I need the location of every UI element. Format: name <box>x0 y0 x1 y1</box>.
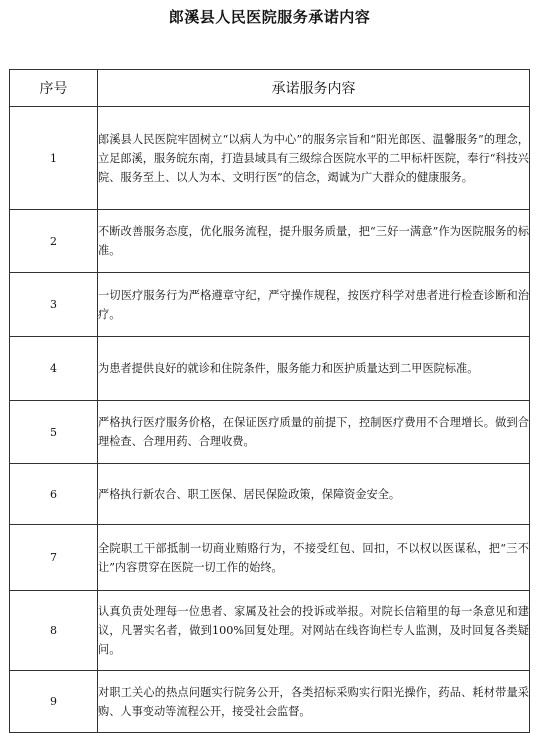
table-header-row <box>10 70 530 107</box>
commitment-table <box>9 69 530 733</box>
row-number: 5 <box>10 401 98 464</box>
table-row <box>10 210 530 273</box>
row-number: 3 <box>10 273 98 337</box>
table-row <box>10 525 530 591</box>
row-number: 6 <box>10 464 98 525</box>
row-content: 对职工关心的热点问题实行院务公开，各类招标采购实行阳光操作，药品、耗材带量采购、人事变动等流程公开，接受社会监督。 <box>98 671 530 733</box>
row-content: 为患者提供良好的就诊和住院条件，服务能力和医护质量达到二甲医院标准。 <box>98 337 530 401</box>
table-row <box>10 273 530 337</box>
table-row <box>10 401 530 464</box>
row-number: 8 <box>10 591 98 671</box>
row-content: 严格执行医疗服务价格，在保证医疗质量的前提下，控制医疗费用不合理增长。做到合理检查、合理用药、合理收费。 <box>98 401 530 464</box>
row-number: 4 <box>10 337 98 401</box>
row-content: 认真负责处理每一位患者、家属及社会的投诉或举报。对院长信箱里的每一条意见和建议，凡署实名者，做到100%回复处理。对网站在线咨询栏专人监测，及时回复各类疑问。 <box>98 591 530 671</box>
row-content: 不断改善服务态度，优化服务流程，提升服务质量，把“三好一满意”作为医院服务的标准。 <box>98 210 530 273</box>
row-number: 7 <box>10 525 98 591</box>
row-content: 严格执行新农合、职工医保、居民保险政策，保障资金安全。 <box>98 464 530 525</box>
row-number: 2 <box>10 210 98 273</box>
table-row <box>10 337 530 401</box>
table-row <box>10 591 530 671</box>
table-row <box>10 671 530 733</box>
table-row <box>10 107 530 210</box>
page-title: 郎溪县人民医院服务承诺内容 <box>168 8 371 26</box>
row-number: 1 <box>10 107 98 210</box>
header-content: 承诺服务内容 <box>98 70 530 107</box>
table-row <box>10 464 530 525</box>
row-number: 9 <box>10 671 98 733</box>
row-content: 一切医疗服务行为严格遵章守纪，严守操作规程，按医疗科学对患者进行检查诊断和治疗。 <box>98 273 530 337</box>
row-content: 郎溪县人民医院牢固树立“以病人为中心”的服务宗旨和“阳光郎医、温馨服务”的理念，立足郎溪，服务皖东南，打造县域具有三级综合医院水平的二甲标杆医院，奉行“科技兴院、服务至上、以人为本、文明行医”的信念，竭诚为广大群众的健康服务。 <box>98 107 530 210</box>
header-seq: 序号 <box>10 70 98 107</box>
row-content: 全院职工干部抵制一切商业贿赂行为，不接受红包、回扣，不以权以医谋私，把“三不让”内容贯穿在医院一切工作的始终。 <box>98 525 530 591</box>
